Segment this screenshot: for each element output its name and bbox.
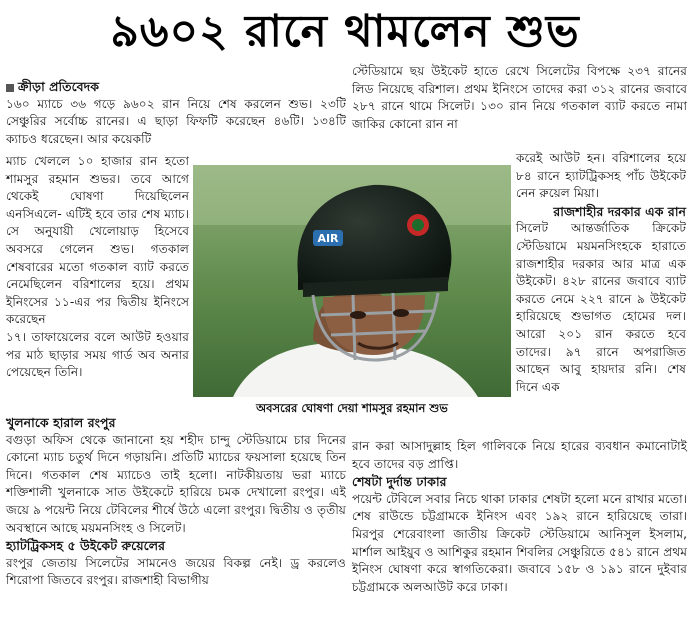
player-photo-illustration bbox=[193, 165, 511, 397]
player-photo bbox=[193, 165, 511, 397]
article3-heading: হ্যাটট্রিকসহ ৫ উইকেট রুয়েলের bbox=[6, 538, 166, 554]
article6-body: পয়েন্ট টেবিলে সবার নিচে থাকা ঢাকার শেষটা হলো মনে রাখার মতো। শেষ রাউন্ডে চট্টগ্রামকে ইনিংস এবং ১৯২ রানে হারিয়েছে তারা। মিরপুর শেরেবাংলা জাতীয় ক্রিকেট স্টেডিয়ামে আনিসুল ইসলাম, মার্শাল আইয়ুব ও আশিকুর রহমান শিবলির সেঞ্চুরিতে ৫৪১ রানে প্রথম ইনিংস ঘোষণা করে স্বাগতিকেরা। জবাবে ১৫৮ ও ১৯১ রানে দুইবার চট্টগ্রামকে অলআউট করে ঢাকা। bbox=[352, 491, 687, 594]
bullet-icon bbox=[6, 84, 14, 92]
article2-3-block bbox=[6, 414, 346, 590]
article1-intro-block bbox=[6, 78, 346, 148]
article1-left-narrow: ম্যাচ খেললে ১০ হাজার রান হতো শামসুর রহমান শুভর। তবে আগে থেকেই ঘোষণা দিয়েছিলেন এনসিএলে- এটিই হবে তার শেষ ম্যাচ। সে অনুযায়ী খেলোয়াড় হিসেবে অবসরে গেলেন শুভ। গতকাল শেষবারের মতো গতকাল ব্যাট করতে নেমেছিলেন বরিশালের হয়ে। প্রথম ইনিংসের ১১-এর পর দ্বিতীয় ইনিংসে করেছেন ১৭। তাফায়েলের বলে আউট হওয়ার পর মাঠ ছাড়ার সময় গার্ড অব অনার পেয়েছেন তিনি। bbox=[6, 154, 189, 380]
article4-top-block bbox=[352, 63, 687, 133]
article4-top: স্টেডিয়ামে ছয় উইকেট হাতে রেখে সিলেটের বিপক্ষে ২৩৭ রানের লিড নিয়েছে বরিশাল। প্রথম ইনিংসে তাদের করা ৩১২ রানের জবাবে ২৮৭ রানে থামে সিলেট। ১৩০ রান নিয়ে গতকাল ব্যাট করতে নামা জাকির কোনো রান না bbox=[352, 64, 687, 131]
helmet-text: AIR bbox=[317, 232, 339, 245]
article5-heading: রাজশাহীর দরকার এক রান bbox=[553, 203, 686, 219]
byline: ক্রীড়া প্রতিবেদক bbox=[6, 78, 346, 96]
article2-body: বগুড়া অফিস থেকে জানানো হয় শহীদ চান্দু স্টেডিয়ামে চার দিনের কোনো ম্যাচ চতুর্থ দিনে গড়ায়নি। প্রতিটি ম্যাচের ফয়সালা হয়েছে তিন দিনে। গতকাল শেষ ম্যাচেও তাই হলো। নাটকীয়তায় ভরা ম্যাচে শক্তিশালী খুলনাকে সাত উইকেটে হারিয়ে চমক দেখালো রংপুর। এই জয়ে ৯ পয়েন্ট নিয়ে টেবিলের শীর্ষে উঠে এলো রংপুর। দ্বিতীয় ও তৃতীয় অবস্থানে আছে ময়মনসিংহ ও সিলেট। bbox=[6, 432, 346, 535]
article5-body: সিলেট আন্তর্জাতিক ক্রিকেট স্টেডিয়ামে ময়মনসিংহকে হারাতে রাজশাহীর দরকার আর মাত্র এক উইকেট। ৪২৮ রানের জবাবে ব্যাট করতে নেমে ২২৭ রানে ৯ উইকেট হারিয়েছে শুভাগত হোমের দল। আরো ২০১ রান করতে হবে তাদের। ৯৭ রানে অপরাজিত আছেন আবু হায়দার রনি। শেষ দিনে এক bbox=[516, 221, 686, 394]
article6-heading: শেষটা দুর্দান্ত ঢাকার bbox=[352, 474, 447, 490]
headline: ৯৬০২ রানে থামলেন শুভ bbox=[110, 6, 580, 57]
article5-6-block bbox=[352, 438, 687, 596]
article4-right-narrow: করেই আউট হন। বরিশালের হয়ে ৮৪ রানে হ্যাটট্রিকসহ পাঁচ উইকেট নেন রুয়েল মিয়া। রাজশাহীর দরকার এক রান সিলেট আন্তর্জাতিক ক্রিকেট স্টেডিয়ামে ময়মনসিংহকে হারাতে রাজশাহীর দরকার আর মাত্র এক উইকেট। ৪২৮ রানের জবাবে ব্যাট করতে নেমে ২২৭ রানে ৯ উইকেট হারিয়েছে শুভাগত হোমের দল। আরো ২০১ রান করতে হবে তাদের। ৯৭ রানে অপরাজিত আছেন আবু হায়দার রনি। শেষ দিনে এক bbox=[516, 150, 686, 396]
article3-body: রংপুর জেতায় সিলেটের সামনেও জয়ের বিকল্প নেই। ড্র করলেও শিরোপা জিতবে রংপুর। রাজশাহী বিভাগীয় bbox=[6, 555, 346, 588]
article1-intro: ১৬০ ম্যাচে ৩৬ গড়ে ৯৬০২ রান নিয়ে শেষ করলেন শুভ। ২৩টি সেঞ্চুরির সর্বোচ্চ রানের। এ ছাড়া ফিফটি করেছেন ৪৬টি। ১৩৪টি ক্যাচও ধরেছেন। আর কয়েকটি bbox=[6, 96, 346, 146]
article5-tail: রান করা আসাদুল্লাহ হিল গালিবকে নিয়ে হারের ব্যবধান কমানোটাই হবে তাদের বড় প্রাপ্তি। bbox=[352, 439, 687, 471]
photo-caption: অবসরের ঘোষণা দেয়া শামসুর রহমান শুভ bbox=[256, 401, 448, 415]
article2-heading: খুলনাকে হারাল রংপুর bbox=[6, 415, 116, 430]
